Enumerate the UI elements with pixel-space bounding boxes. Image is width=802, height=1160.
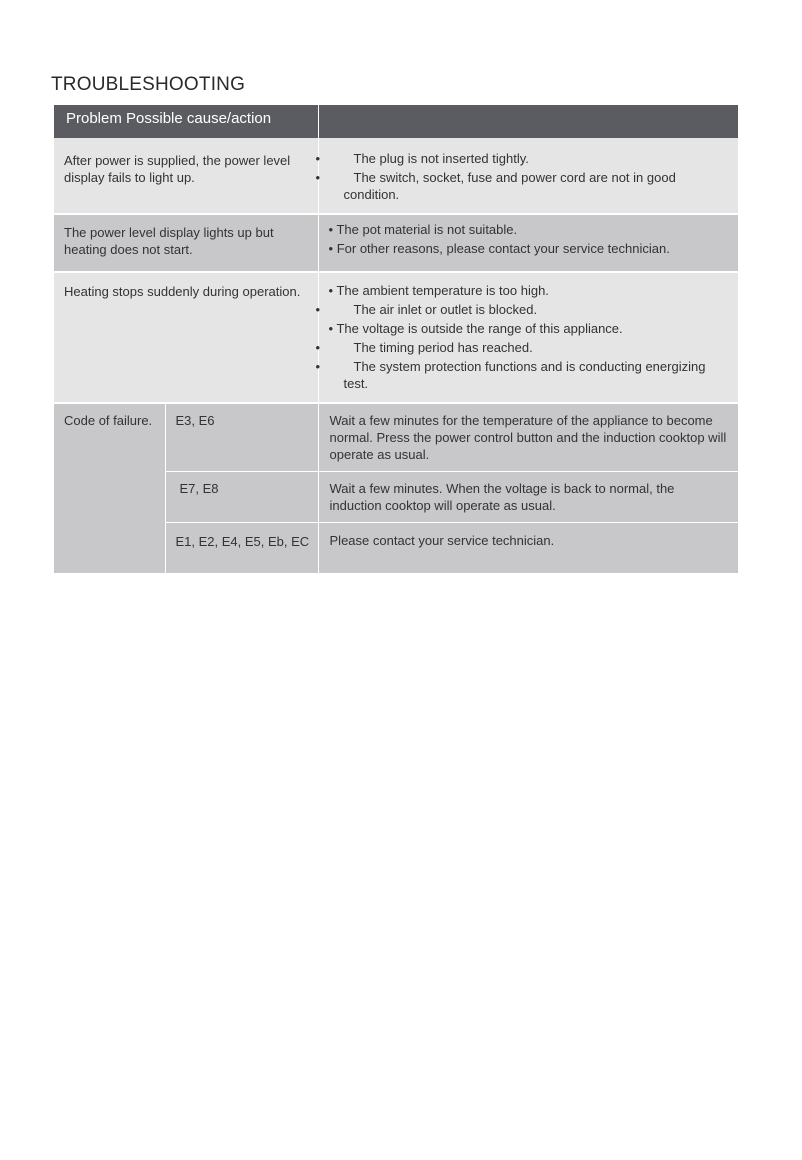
bullet: •	[328, 222, 334, 237]
failure-code-action: Wait a few minutes. When the voltage is back to normal, the induction cooktop will operate as usual.	[318, 472, 738, 523]
table-row	[54, 272, 738, 403]
bullet: •	[315, 151, 321, 166]
failure-code-label: Code of failure.	[54, 403, 165, 573]
failure-code-value: E7, E8	[165, 472, 318, 523]
cause-list	[315, 150, 729, 203]
cause-cell	[315, 272, 738, 403]
cause-item	[315, 169, 729, 203]
troubleshooting-table	[54, 105, 738, 573]
cause-text: The system protection functions and is conducting energizing test.	[343, 359, 706, 391]
cause-item	[315, 339, 729, 356]
header-right	[318, 105, 738, 138]
bullet: •	[315, 340, 321, 355]
cause-text: The plug is not inserted tightly.	[353, 151, 529, 166]
cause-item	[315, 150, 729, 167]
cause-text: The switch, socket, fuse and power cord are not in good condition.	[343, 170, 676, 202]
bullet: •	[315, 302, 321, 317]
cause-item	[329, 240, 729, 257]
failure-code-value: E3, E6	[165, 403, 318, 472]
header-problem-cause: Problem Possible cause/action	[54, 105, 318, 138]
cause-item	[315, 358, 729, 392]
bullet: •	[328, 241, 334, 256]
cause-text: The pot material is not suitable.	[336, 222, 518, 237]
cause-list	[315, 282, 729, 392]
cause-item	[329, 221, 729, 238]
cause-item	[329, 320, 729, 337]
bullet: •	[315, 170, 321, 185]
cause-text: The voltage is outside the range of this appliance.	[336, 321, 623, 336]
table-row	[54, 138, 738, 214]
cause-cell	[315, 138, 738, 214]
problem-cell: The power level display lights up but heating does not start.	[54, 214, 318, 272]
cause-text: The timing period has reached.	[353, 340, 533, 355]
cause-item	[315, 301, 729, 318]
table-header-row	[54, 105, 738, 138]
bullet: •	[328, 321, 334, 336]
cause-item	[329, 282, 729, 299]
failure-code-value: E1, E2, E4, E5, Eb, EC	[165, 523, 318, 573]
table-row	[54, 214, 738, 272]
cause-list	[329, 221, 729, 257]
cause-text: The air inlet or outlet is blocked.	[353, 302, 538, 317]
problem-cell: After power is supplied, the power level display fails to light up.	[54, 138, 318, 214]
failure-code-action: Please contact your service technician.	[318, 523, 738, 573]
bullet: •	[315, 359, 321, 374]
cause-cell	[318, 214, 738, 272]
problem-cell: Heating stops suddenly during operation.	[54, 272, 318, 403]
cause-text: The ambient temperature is too high.	[336, 283, 549, 298]
bullet: •	[328, 283, 334, 298]
page-title: TROUBLESHOOTING	[51, 74, 246, 95]
failure-code-row	[54, 403, 738, 472]
cause-text: For other reasons, please contact your service technician.	[336, 241, 670, 256]
failure-code-action: Wait a few minutes for the temperature of the appliance to become normal. Press the power control button and the induction cooktop will operate as usual.	[318, 403, 738, 472]
